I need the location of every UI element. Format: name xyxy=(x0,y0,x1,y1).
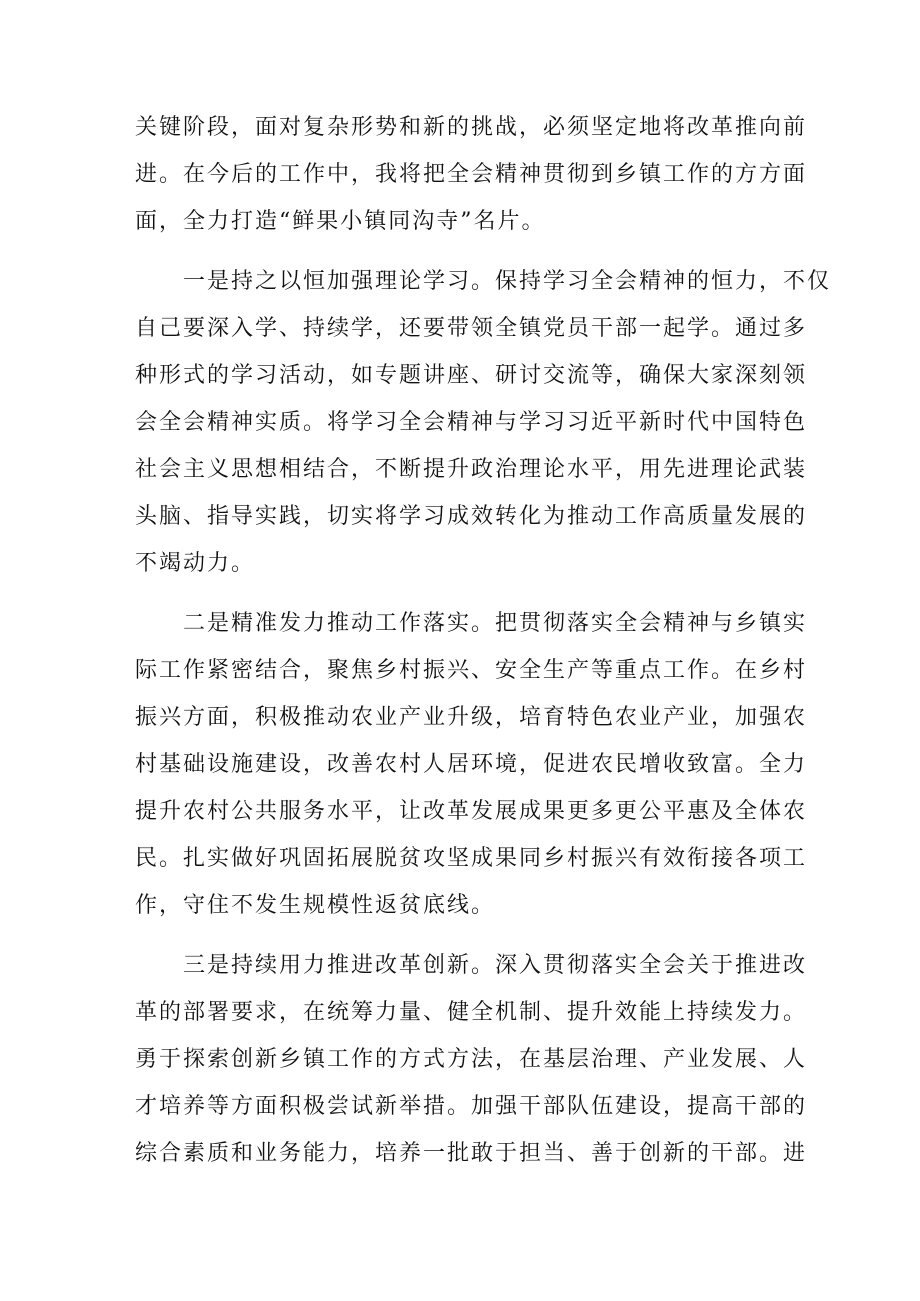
text-line: 村基础设施建设，改善农村人居环境，促进农民增收致富。全力 xyxy=(135,752,808,777)
text-line: 三是持续用力推进改革创新。深入贯彻落实全会关于推进改 xyxy=(183,953,808,978)
paragraph-work-implementation xyxy=(135,600,808,929)
text-line: 头脑、指导实践，切实将学习成效转化为推动工作高质量发展的 xyxy=(135,504,808,529)
text-line: 不竭动力。 xyxy=(135,551,256,576)
paragraph-intro xyxy=(135,104,808,245)
text-line: 二是精准发力推动工作落实。把贯彻落实全会精神与乡镇实 xyxy=(183,611,808,636)
text-line: 进。在今后的工作中，我将把全会精神贯彻到乡镇工作的方方面 xyxy=(135,162,808,187)
text-line: 社会主义思想相结合，不断提升政治理论水平，用先进理论武装 xyxy=(135,457,808,482)
paragraph-reform-innovation xyxy=(135,942,808,1177)
text-line: 自己要深入学、持续学，还要带领全镇党员干部一起学。通过多 xyxy=(135,316,808,341)
text-line: 综合素质和业务能力，培养一批敢于担当、善于创新的干部。进 xyxy=(135,1141,808,1166)
text-line: 民。扎实做好巩固拓展脱贫攻坚成果同乡村振兴有效衔接各项工 xyxy=(135,846,808,871)
text-line: 面，全力打造“鲜果小镇同沟寺”名片。 xyxy=(135,209,546,234)
document-body xyxy=(135,104,832,1190)
text-line: 会全会精神实质。将学习全会精神与学习习近平新时代中国特色 xyxy=(135,410,808,435)
text-line: 提升农村公共服务水平，让改革发展成果更多更公平惠及全体农 xyxy=(135,799,808,824)
paragraph-theory-study xyxy=(135,258,832,587)
text-line: 作，守住不发生规模性返贫底线。 xyxy=(135,893,496,918)
text-line: 关键阶段，面对复杂形势和新的挑战，必须坚定地将改革推向前 xyxy=(135,115,808,140)
text-line: 勇于探索创新乡镇工作的方式方法，在基层治理、产业发展、人 xyxy=(135,1047,808,1072)
text-line: 革的部署要求，在统筹力量、健全机制、提升效能上持续发力。 xyxy=(135,1000,808,1025)
text-line: 一是持之以恒加强理论学习。保持学习全会精神的恒力，不仅 xyxy=(183,269,832,294)
text-line: 才培养等方面积极尝试新举措。加强干部队伍建设，提高干部的 xyxy=(135,1094,808,1119)
text-line: 振兴方面，积极推动农业产业升级，培育特色农业产业，加强农 xyxy=(135,705,808,730)
text-line: 际工作紧密结合，聚焦乡村振兴、安全生产等重点工作。在乡村 xyxy=(135,658,808,683)
text-line: 种形式的学习活动，如专题讲座、研讨交流等，确保大家深刻领 xyxy=(135,363,808,388)
